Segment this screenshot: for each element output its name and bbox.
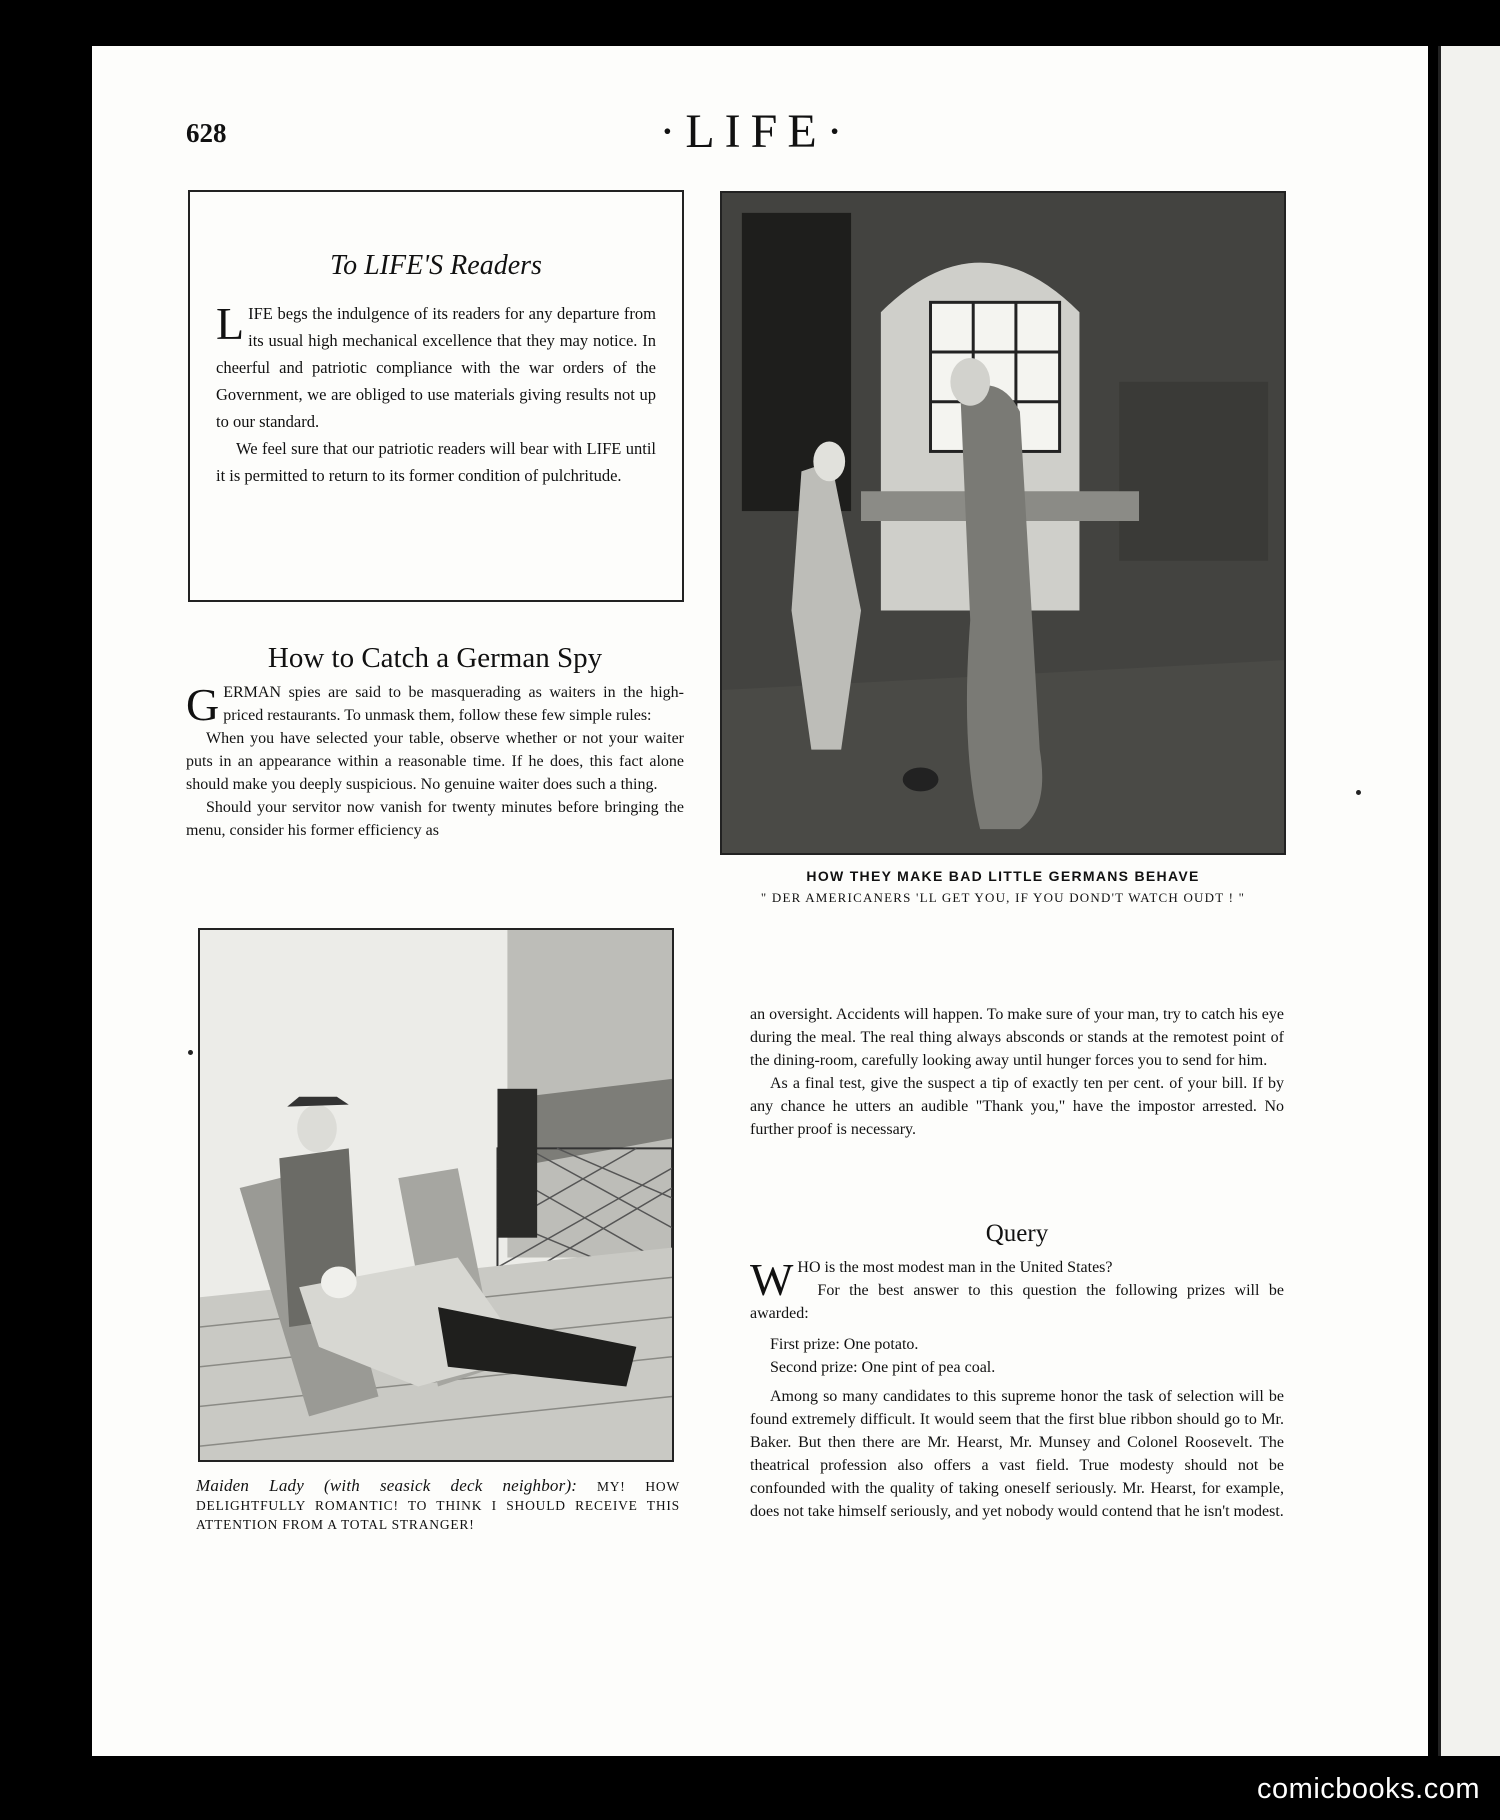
spy-paragraph-3-continued: an oversight. Accidents will happen. To make sure of your man, try to catch his eye during the meal. The real thing always absconds or stands at the remotest point of the dining-room, carefully looking away until hunger forces you to send for him.	[750, 1006, 1284, 1069]
spy-article-continued	[750, 1003, 1284, 1141]
deck-drawing	[200, 930, 672, 1460]
deck-caption-text: MY! HOW DELIGHTFULLY ROMANTIC! TO THINK I SHOULD RECEIVE THIS ATTENTION FROM A TOTAL STRANGER!	[196, 1479, 680, 1532]
watermark: comicbooks.com	[1257, 1773, 1480, 1805]
spy-paragraph-3: Should your servitor now vanish for twenty minutes before bringing the menu, consider his former efficiency as	[186, 799, 684, 839]
deck-caption	[196, 1476, 680, 1534]
second-prize: Second prize: One pint of pea coal.	[770, 1359, 996, 1376]
notice-box	[188, 190, 684, 602]
notice-paragraph-1-text: IFE begs the indulgence of its readers for any departure from its usual high mechanical excellence that they may notice. In cheerful and patriotic compliance with the war orders of the Government, we are obliged to use materials giving results not up to our standard.	[216, 304, 656, 431]
spy-paragraph-4: As a final test, give the suspect a tip of exactly ten per cent. of your bill. If by any chance he utters an audible "Thank you," have the impostor arrested. No further proof is necessary.	[750, 1075, 1284, 1138]
query-paragraph-1-text: HO is the most modest man in the United States?	[797, 1259, 1113, 1276]
page-number: 628	[186, 118, 227, 148]
spy-paragraph-1-text: ERMAN spies are said to be masquerading as waiters in the high-priced restaurants. To unmask them, follow these few simple rules:	[223, 684, 684, 724]
print-speck	[188, 1050, 193, 1055]
kitchen-illustration	[720, 191, 1286, 855]
facing-page-edge	[1438, 46, 1500, 1756]
deck-illustration	[198, 928, 674, 1462]
notice-paragraph-1	[216, 300, 656, 435]
query-title: Query	[985, 1220, 1049, 1247]
query-paragraph-3: Among so many candidates to this supreme honor the task of selection will be found extremely difficult. It would seem that the first blue ribbon should go to Mr. Baker. But then there are Mr. Hearst, Mr. Munsey and Colonel Roosevelt. The theatrical profession also offers a vast field. True modesty should not be confounded with the quality of taking oneself seriously. Mr. Hearst, for example, does not take himself seriously, and yet nobody would contend that he isn't modest.	[750, 1388, 1284, 1520]
query-article	[750, 1220, 1284, 1523]
first-prize: First prize: One potato.	[770, 1336, 919, 1353]
kitchen-caption-quote: " DER AMERICANERS 'LL GET YOU, IF YOU DOND'T WATCH OUDT ! "	[760, 890, 1246, 905]
query-paragraph-2: For the best answer to this question the following prizes will be awarded:	[750, 1282, 1284, 1322]
deck-caption-speaker: Maiden Lady (with seasick deck neighbor):	[196, 1476, 578, 1495]
spy-article-title: How to Catch a German Spy	[267, 642, 603, 674]
kitchen-drawing	[722, 193, 1284, 853]
notice-title: To LIFE'S Readers	[330, 250, 542, 281]
spy-article	[186, 642, 684, 842]
notice-paragraph-2: We feel sure that our patriotic readers will bear with LIFE until it is permitted to return to its former condition of pulchritude.	[216, 439, 656, 485]
drop-cap: L	[216, 298, 245, 349]
spy-paragraph-2: When you have selected your table, observe whether or not your waiter puts in an appearance within a reasonable time. If he does, this fact alone should make you deeply suspicious. No genuine waiter does such a thing.	[186, 730, 684, 793]
drop-cap: W	[750, 1254, 794, 1305]
masthead: ·LIFE·	[659, 105, 853, 158]
spy-paragraph-1	[186, 679, 684, 730]
drop-cap: G	[186, 679, 220, 730]
kitchen-caption	[700, 868, 1306, 906]
kitchen-caption-title: HOW THEY MAKE BAD LITTLE GERMANS BEHAVE	[806, 868, 1200, 884]
print-speck	[1356, 790, 1361, 795]
